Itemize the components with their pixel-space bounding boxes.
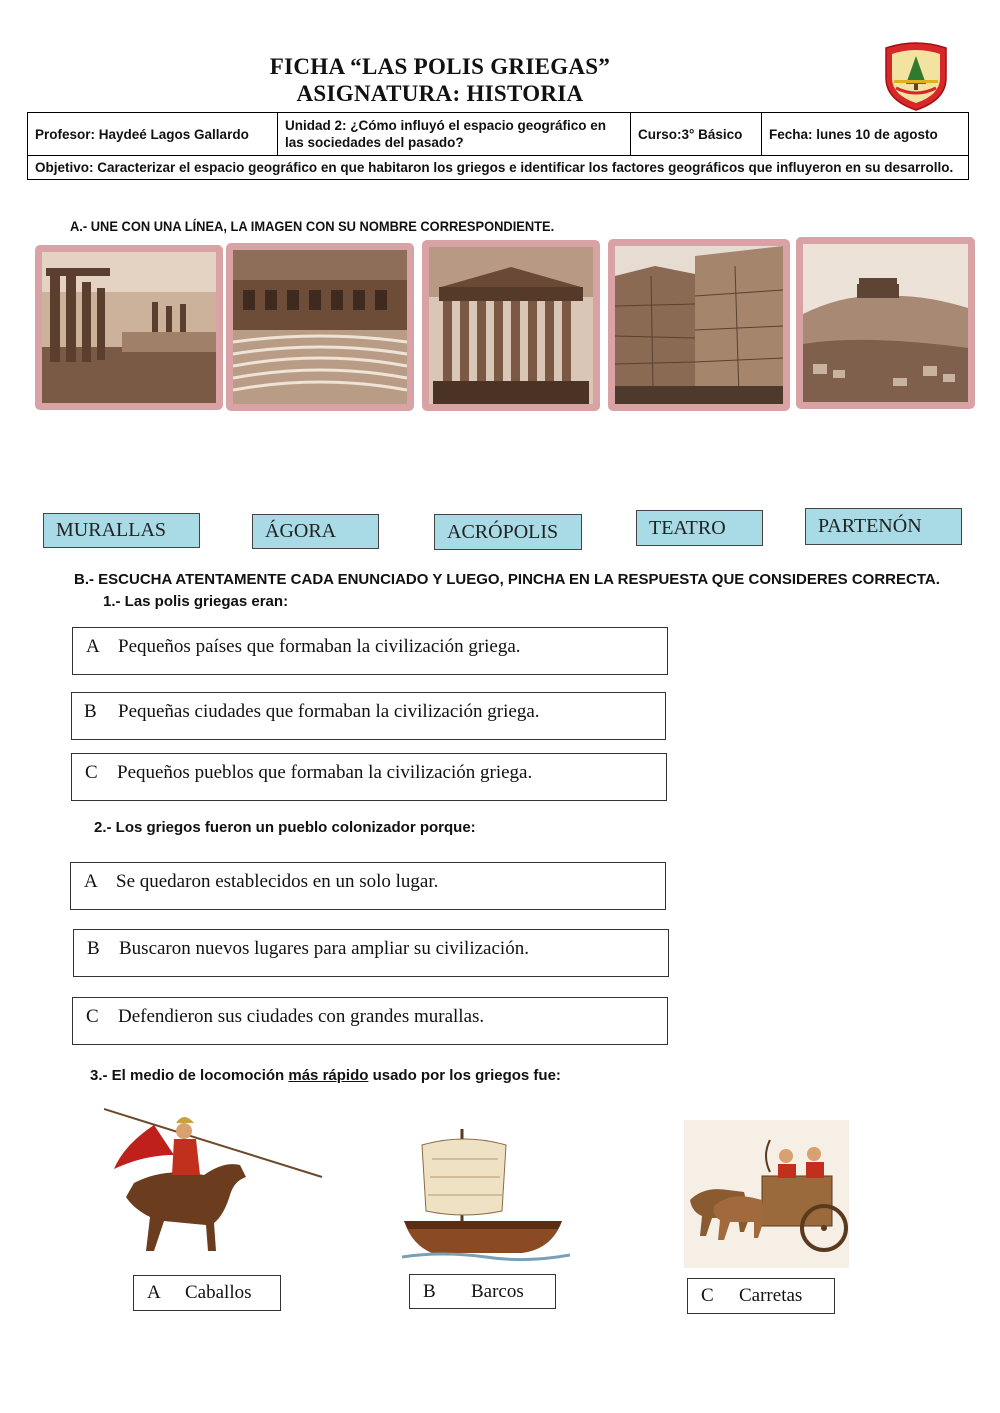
q2-option-b[interactable] xyxy=(73,929,669,977)
section-a-instruction: A.- UNE CON UNA LÍNEA, LA IMAGEN CON SU NOMBRE CORRESPONDIENTE. xyxy=(70,218,555,234)
option-text: Pequeñas ciudades que formaban la civilización griega. xyxy=(118,701,540,722)
date-cell: Fecha: lunes 10 de agosto xyxy=(769,126,938,142)
option-letter: A xyxy=(147,1282,161,1303)
section-b-instruction: B.- ESCUCHA ATENTAMENTE CADA ENUNCIADO Y LUEGO, PINCHA EN LA RESPUESTA QUE CONSIDERES CORRECTA. xyxy=(74,571,940,588)
objective-row: Objetivo: Caracterizar el espacio geográfico en que habitaron los griegos e identificar los factores geográficos que influyeron en su desarrollo. xyxy=(35,160,954,175)
teacher-cell: Profesor: Haydeé Lagos Gallardo xyxy=(28,113,278,155)
option-letter: A xyxy=(86,636,100,657)
label-agora[interactable]: ÁGORA xyxy=(252,514,379,549)
option-text: Pequeños pueblos que formaban la civilización griega. xyxy=(117,762,533,783)
question-3-suffix: usado por los griegos fue: xyxy=(368,1067,561,1084)
acropolis-photo[interactable] xyxy=(796,237,975,409)
question-3 xyxy=(90,1067,561,1084)
chariot-illustration xyxy=(684,1120,849,1268)
option-letter: B xyxy=(87,938,100,959)
label-acropolis[interactable]: ACRÓPOLIS xyxy=(434,514,582,550)
ship-illustration xyxy=(402,1125,570,1265)
option-text: Caballos xyxy=(185,1282,252,1303)
theatre-illustration xyxy=(233,250,407,404)
wall-illustration xyxy=(615,246,783,404)
label-murallas[interactable]: MURALLAS xyxy=(43,513,200,548)
label-partenon[interactable]: PARTENÓN xyxy=(805,508,962,545)
parthenon-photo[interactable] xyxy=(422,240,600,411)
option-letter: C xyxy=(701,1285,714,1306)
option-letter: C xyxy=(85,762,98,783)
q2-option-a[interactable] xyxy=(70,862,666,910)
ruins-illustration xyxy=(42,252,216,403)
question-3-emphasis: más rápido xyxy=(288,1067,369,1084)
theatre-photo[interactable] xyxy=(226,243,414,411)
option-text: Barcos xyxy=(471,1280,524,1302)
header-table xyxy=(27,112,969,180)
question-3-prefix: 3.- El medio de locomoción xyxy=(90,1067,289,1084)
question-1: 1.- Las polis griegas eran: xyxy=(103,593,289,610)
parthenon-illustration xyxy=(429,247,593,404)
q3-option-b[interactable] xyxy=(409,1274,556,1309)
option-text: Defendieron sus ciudades con grandes murallas. xyxy=(118,1006,485,1027)
q3-option-c[interactable] xyxy=(687,1278,835,1314)
option-text: Carretas xyxy=(739,1285,803,1306)
wall-photo[interactable] xyxy=(608,239,790,411)
q1-option-a[interactable] xyxy=(72,627,668,675)
course-cell: Curso:3° Básico xyxy=(631,113,762,155)
option-text: Se quedaron establecidos en un solo lugar. xyxy=(116,871,439,892)
label-teatro[interactable]: TEATRO xyxy=(636,510,763,546)
q2-option-c[interactable] xyxy=(72,997,668,1045)
option-letter: C xyxy=(86,1006,99,1027)
ruins-photo[interactable] xyxy=(35,245,223,410)
question-2: 2.- Los griegos fueron un pueblo colonizador porque: xyxy=(94,819,476,836)
title-line-1: FICHA “LAS POLIS GRIEGAS” xyxy=(269,54,611,79)
q1-option-c[interactable] xyxy=(71,753,667,801)
option-text: Pequeños países que formaban la civilización griega. xyxy=(118,636,521,657)
school-shield-logo xyxy=(880,40,952,112)
option-text: Buscaron nuevos lugares para ampliar su civilización. xyxy=(119,938,529,959)
option-letter: A xyxy=(84,871,98,892)
q3-option-a[interactable] xyxy=(133,1275,281,1311)
option-letter: B xyxy=(423,1280,436,1302)
title-line-2: ASIGNATURA: HISTORIA xyxy=(296,81,584,106)
acropolis-illustration xyxy=(803,244,968,402)
unit-cell: Unidad 2: ¿Cómo influyó el espacio geográfico en las sociedades del pasado? xyxy=(278,113,631,155)
horse-rider-illustration xyxy=(104,1105,326,1255)
option-letter: B xyxy=(84,701,97,722)
q1-option-b[interactable] xyxy=(71,692,666,740)
